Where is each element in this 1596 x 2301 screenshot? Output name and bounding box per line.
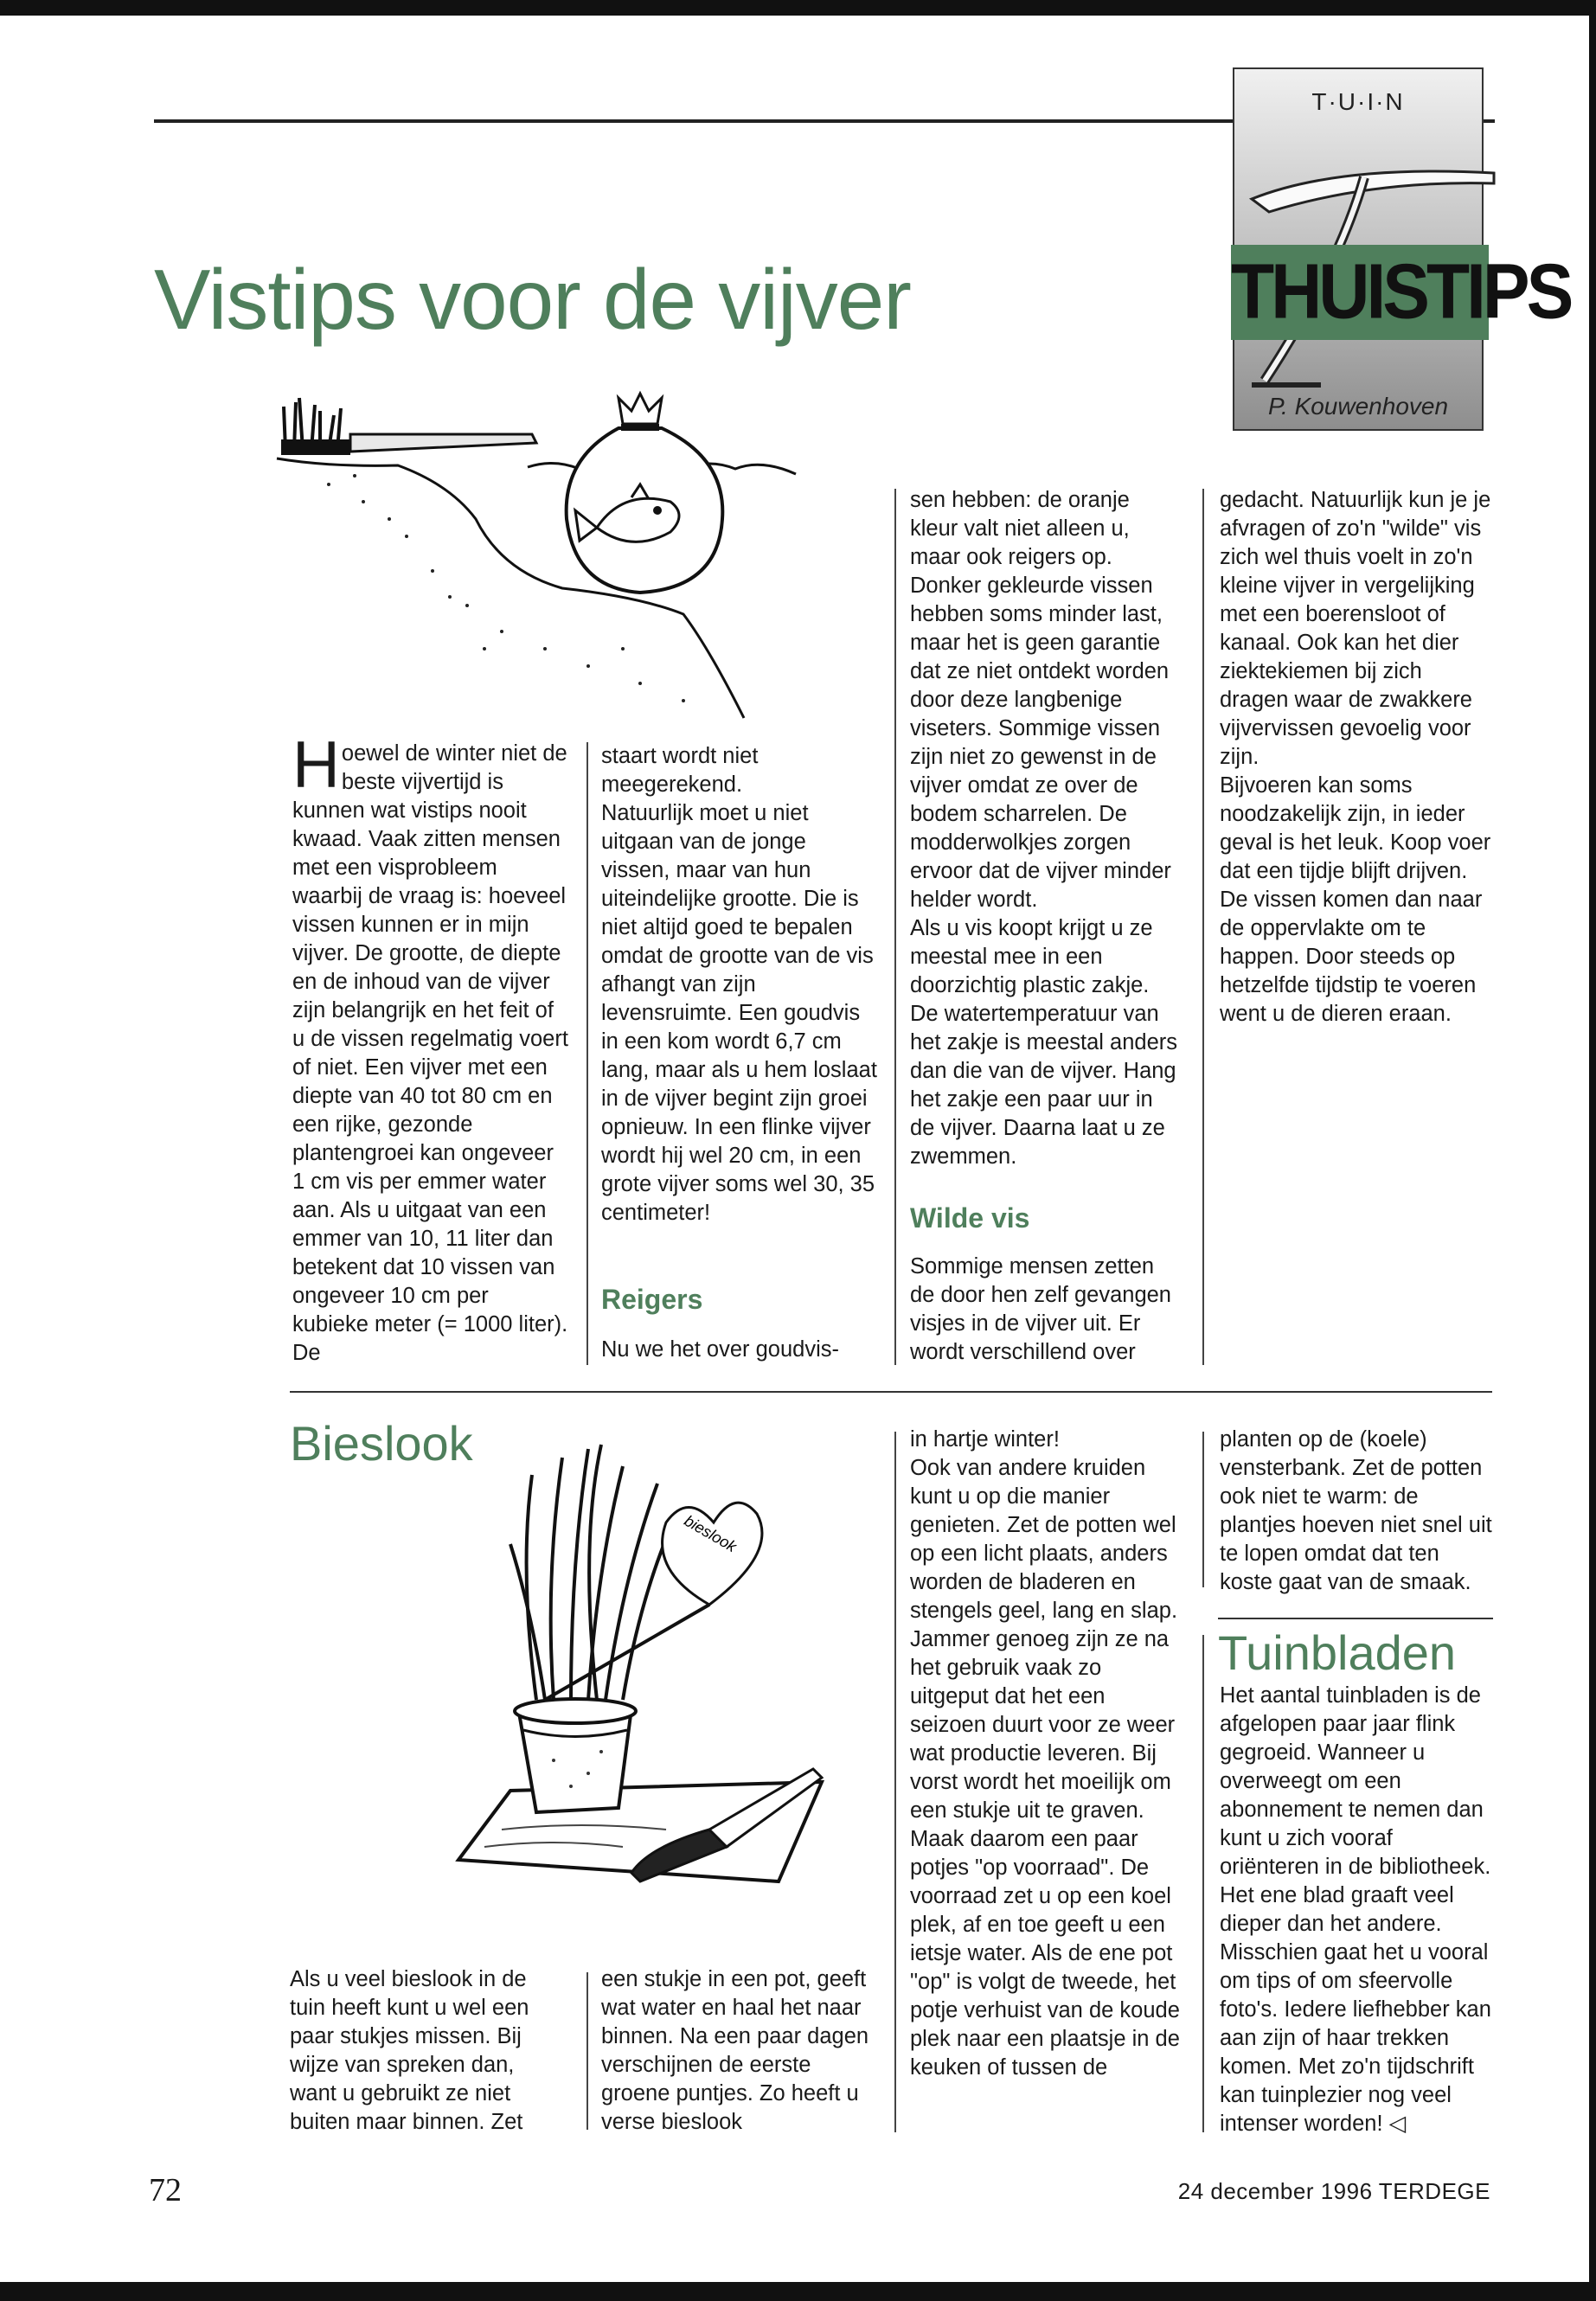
article1-column3	[910, 486, 1183, 1171]
article1-column3-end	[910, 1253, 1183, 1367]
article2-col4-text: planten op de (koele) vensterbank. Zet de potten ook niet te warm: de plantjes hoeven niet snel uit te lopen omdat dat ten koste gaat van de smaak.	[1220, 1427, 1492, 1594]
article2-column4	[1220, 1426, 1492, 1597]
column-divider	[586, 742, 588, 1365]
column-divider	[894, 1432, 896, 2132]
section-rule	[290, 1391, 1492, 1393]
article1-col2-p3: Nu we het over goudvis-	[601, 1337, 839, 1362]
article2-column3	[910, 1426, 1183, 2082]
column-divider	[894, 489, 896, 1365]
column-divider	[1202, 1432, 1204, 1587]
pond-fish-illustration	[277, 389, 865, 735]
footer-date: 24 december 1996 TERDEGE	[1177, 2178, 1490, 2204]
fish-bag-icon	[567, 394, 723, 593]
article1-column2	[601, 742, 878, 1227]
article1-col4-p2: Bijvoeren kan soms noodzakelijk zijn, in ieder geval is het leuk. Koop voer dat een tijdje blijft drijven. De vissen komen dan naar de oppervlakte om te happen. Door steeds op hetzelfde tijdstip te voeren went u de dieren eraan.	[1220, 773, 1491, 1026]
chives-icon	[510, 1445, 675, 1700]
article1-column4	[1220, 486, 1492, 1029]
article-title-tuinbladen: Tuinbladen	[1218, 1625, 1457, 1680]
badge-tuin-label: T·U·I·N	[1311, 88, 1405, 115]
article2-column1	[290, 1965, 567, 2137]
article1-column1	[292, 728, 569, 1368]
article1-col1-text: oewel de winter niet de beste vijvertijd is kunnen wat vistips nooit kwaad. Vaak zitten mensen met een visprobleem waarbij de vraag is: hoeveel vissen kunnen er in mijn vijver. De grootte, de diepte en de inhoud van de vijver zijn belangrijk en het feit of u de vissen regelmatig voert of niet. Een vijver met een diepte van 40 tot 80 cm en een rijke, gezonde plantengroei kan ongeveer 1 cm vis per emmer water aan. Als u uitgaat van een emmer van 10, 11 liter dan betekent dat 10 vissen van ongeveer 10 cm per kubieke meter (= 1000 liter). De	[292, 741, 568, 1365]
article2-col2-text: een stukje in een pot, geeft wat water en haal het naar binnen. Na een paar dagen verschijnen de eerste groene puntjes. Zo heeft u verse bieslook	[601, 1967, 869, 2134]
subhead-reigers: Reigers	[601, 1284, 703, 1315]
article1-col2-p2: Natuurlijk moet u niet uitgaan van de jonge vissen, maar van hun uiteindelijke grootte. Die is niet altijd goed te bepalen omdat de grootte van de vis afhangt van zijn levensruimte. Een goudvis in een kom wordt 6,7 cm lang, maar als u hem loslaat in de vijver begint zijn groei opnieuw. In een flinke vijver wordt hij wel 20 cm, in een grote vijver soms wel 30, 35 centimeter!	[601, 801, 877, 1225]
heart-label-icon	[663, 1503, 762, 1605]
section-rule	[1218, 1618, 1493, 1619]
article2-col3-p1: in hartje winter!	[910, 1427, 1060, 1452]
article2-col1-text: Als u veel bieslook in de tuin heeft kunt u wel een paar stukjes missen. Bij wijze van spreken dan, want u gebruikt ze niet buiten maar binnen. Zet	[290, 1967, 529, 2134]
article1-col3-p1: sen hebben: de oranje kleur valt niet alleen u, maar ook reigers op. Donker gekleurde vissen hebben soms minder last, maar het is geen garantie dat ze niet ontdekt worden door deze langbenige viseters. Sommige vissen zijn niet zo gewenst in de vijver omdat ze over de bodem scharrelen. De modderwolkjes zorgen ervoor dat de vijver minder helder wordt.	[910, 488, 1171, 912]
article3-body: Het aantal tuinbladen is de afgelopen paar jaar flink gegroeid. Wanneer u overweegt om een abonnement te nemen dan kunt u zich vooraf oriënteren in de bibliotheek. Het ene blad graaft veel dieper dan het andere. Misschien gaat het u vooral om tips of om sfeervolle foto's. Iedere liefhebber kan aan zijn of haar trekken komen. Met zo'n tijdschrift kan tuinplezier nog veel intenser worden! ◁	[1220, 1683, 1491, 2136]
column-divider	[1202, 1635, 1204, 2132]
article-title-vistips: Vistips voor de vijver	[154, 252, 911, 347]
page-number: 72	[149, 2172, 182, 2208]
thuistips-badge	[1231, 67, 1571, 431]
badge-author: P. Kouwenhoven	[1267, 393, 1449, 420]
article1-col3-p2: Als u vis koopt krijgt u ze meestal mee in een doorzichtig plastic zakje. De watertemperatuur van het zakje is meestal anders dan die van de vijver. Hang het zakje een paar uur in de vijver. Daarna laat u ze zwemmen.	[910, 916, 1177, 1169]
article2-column2	[601, 1965, 878, 2137]
article-title-bieslook: Bieslook	[290, 1416, 473, 1471]
article1-col3-p3: Sommige mensen zetten de door hen zelf gevangen visjes in de vijver uit. Er wordt verschillend over	[910, 1254, 1171, 1364]
article1-column2-end	[601, 1336, 878, 1364]
column-divider	[586, 1972, 588, 2130]
article2-col3-p3: Jammer genoeg zijn ze na het gebruik vaak zo uitgeput dat het een seizoen duurt voor ze weer wat productie leveren. Bij vorst wordt het moeilijk om een stukje uit te graven. Maak daarom een paar potjes "op voorraad". De voorraad zet u op een koel plek, af en toe geeft u een ietsje water. Als de ene pot "op" is volgt de tweede, het potje verhuist van de koude plek naar een plaatsje in de keuken of tussen de	[910, 1627, 1180, 2080]
article2-col3-p2: Ook van andere kruiden kunt u op die manier genieten. Zet de potten wel op een licht plaats, anders worden de bladeren en stengels geel, lang en slap.	[910, 1456, 1178, 1623]
article3-column	[1220, 1682, 1492, 2138]
chives-pot-illustration	[450, 1440, 830, 1925]
article1-col2-p1: staart wordt niet meegerekend.	[601, 744, 759, 797]
flower-pot-icon	[515, 1699, 636, 1812]
label-tag-text: bieslook	[681, 1511, 740, 1556]
subhead-wilde-vis: Wilde vis	[910, 1202, 1030, 1234]
dropcap: H	[292, 728, 340, 802]
article1-col4-p1: gedacht. Natuurlijk kun je je afvragen of zo'n "wilde" vis zich wel thuis voelt in zo'n kleine vijver in vergelijking met een boerensloot of kanaal. Ook kan het dier ziektekiemen bij zich dragen waar de zwakkere vijvervissen gevoelig voor zijn.	[1220, 488, 1491, 769]
column-divider	[1202, 489, 1204, 1365]
badge-title: THUISTIPS	[1231, 245, 1489, 340]
